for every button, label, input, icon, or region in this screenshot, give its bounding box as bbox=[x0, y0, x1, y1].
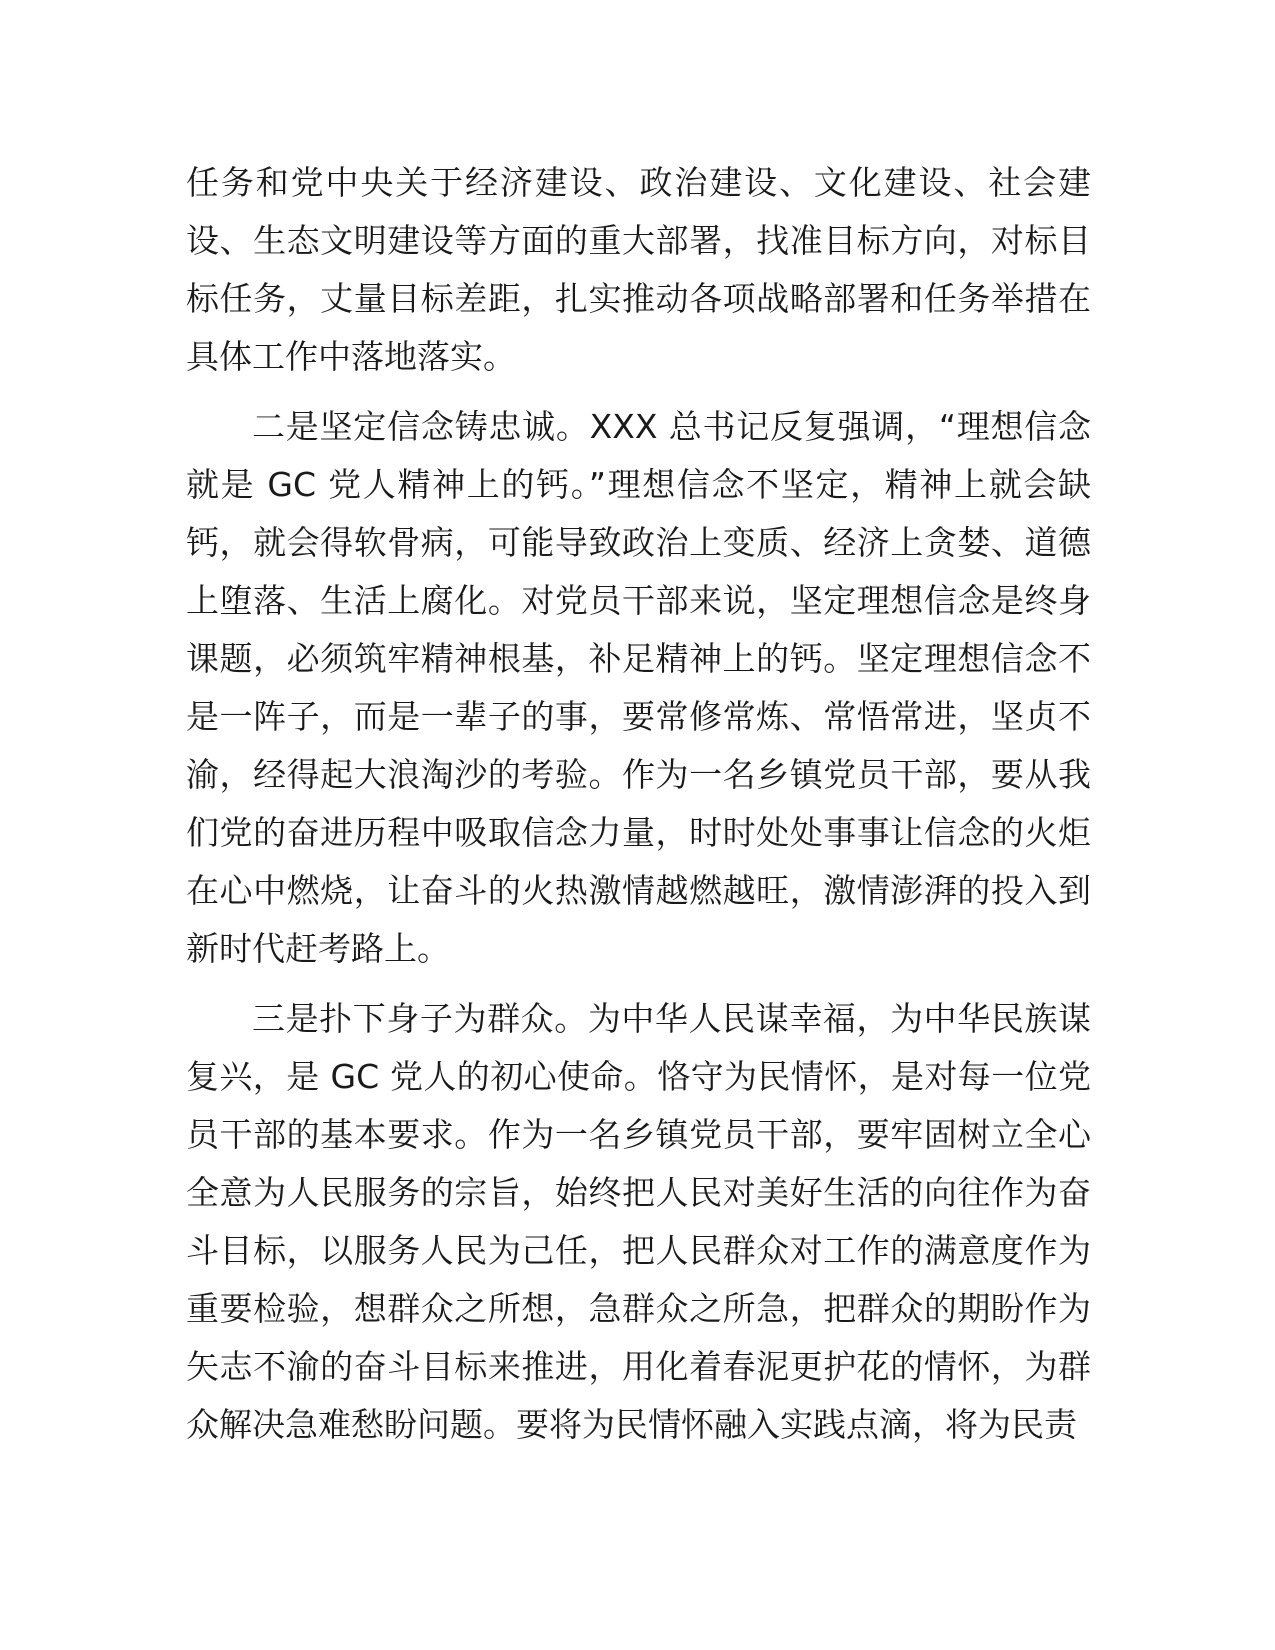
document-body bbox=[186, 154, 1091, 1454]
paragraph-serve-masses: 三是扑下身子为群众。为中华人民谋幸福，为中华民族谋复兴，是 GC 党人的初心使命。恪守为民情怀，是对每一位党员干部的基本要求。作为一名乡镇党员干部，要牢固树立全心全意为人民服务的宗旨，始终把人民对美好生活的向往作为奋斗目标，以服务人民为己任，把人民群众对工作的满意度作为重要检验，想群众之所想，急群众之所急，把群众的期盼作为矢志不渝的奋斗目标来推进，用化着春泥更护花的情怀，为群众解决急难愁盼问题。要将为民情怀融入实践点滴，将为民责 bbox=[186, 999, 1091, 1444]
paragraph-continuation: 任务和党中央关于经济建设、政治建设、文化建设、社会建设、生态文明建设等方面的重大部署，找准目标方向，对标目标任务，丈量目标差距，扎实推动各项战略部署和任务举措在具体工作中落地落实。 bbox=[186, 163, 1091, 376]
paragraph-firm-belief: 二是坚定信念铸忠诚。XXX 总书记反复强调，“理想信念就是 GC 党人精神上的钙。”理想信念不坚定，精神上就会缺钙，就会得软骨病，可能导致政治上变质、经济上贪婪、道德上堕落、生活上腐化。对党员干部来说，坚定理想信念是终身课题，必须筑牢精神根基，补足精神上的钙。坚定理想信念不是一阵子，而是一辈子的事，要常修常炼、常悟常进，坚贞不渝，经得起大浪淘沙的考验。作为一名乡镇党员干部，要从我们党的奋进历程中吸取信念力量，时时处处事事让信念的火炬在心中燃烧，让奋斗的火热激情越燃越旺，激情澎湃的投入到新时代赶考路上。 bbox=[186, 407, 1091, 968]
